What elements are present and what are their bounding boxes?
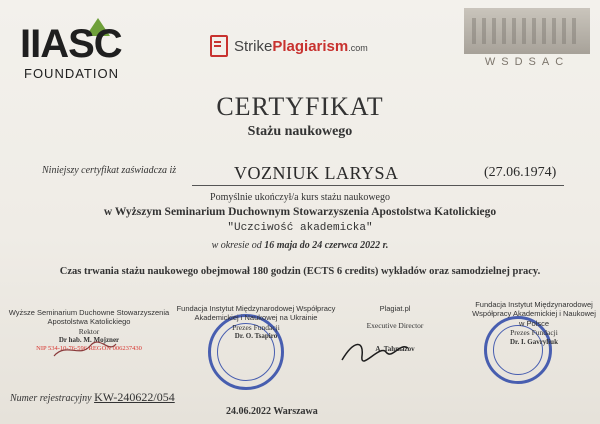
recipient-line xyxy=(42,163,562,183)
recipient-name: VOZNIUK LARYSA xyxy=(234,163,399,183)
wsdsac-logo-text: WSDSAC xyxy=(484,56,570,68)
completion-text: Pomyślnie ukończył/a kurs stażu naukowego xyxy=(210,192,390,203)
handwritten-signature xyxy=(340,336,410,366)
signatory-name: Dr. I. Gavryliuk xyxy=(510,337,558,346)
iiasc-logo-text: IIASC xyxy=(20,22,122,66)
recipient-dob: (27.06.1974) xyxy=(484,165,557,180)
period-text xyxy=(0,240,600,251)
period-dates: 16 maja do 24 czerwca 2022 r. xyxy=(264,240,389,251)
name-underline xyxy=(192,185,564,186)
course-name: "Uczciwość akademicka" xyxy=(227,222,373,234)
registration-label: Numer rejestracyjny xyxy=(10,393,92,404)
signatory-institution: Fundacja Instytut Międzynarodowej Współpracy Akademickiej i Naukowej w Polsce xyxy=(472,300,596,328)
wsdsac-logo xyxy=(464,8,590,70)
institution-stamp: NIP 534-10-76-596 REGON 006237430 xyxy=(36,344,142,352)
intro-text: Niniejszy certyfikat zaświadcza iż xyxy=(42,165,177,176)
signatory-name: Dr. O. Tsapiro xyxy=(234,332,278,341)
signatory-institution: Fundacja Instytut Międzynarodowej Współpracy Akademickiej i Naukowej na Ukrainie xyxy=(176,304,336,323)
strike-text: Strike xyxy=(234,37,273,55)
document-icon xyxy=(210,35,228,57)
issue-date-place: 24.06.2022 Warszawa xyxy=(226,406,318,417)
duration-text: Czas trwania stażu naukowego obejmował 180 godzin (ECTS 6 credits) wykładów oraz samodzielnej pracy. xyxy=(59,266,541,277)
institution-text: w Wyższym Seminarium Duchownym Stowarzyszenia Apostolstwa Katolickiego xyxy=(103,206,497,218)
certificate-title: CERTYFIKAT xyxy=(216,92,384,121)
signatory-name: Dr hab. M. Mojzner xyxy=(58,336,120,345)
signatory-title: Prezes Fundacji xyxy=(232,322,280,332)
signatory-institution: Wyższe Seminarium Duchowne Stowarzyszenia Apostolstwa Katolickiego xyxy=(8,308,170,327)
period-prefix: w okresie od xyxy=(211,240,262,251)
handwritten-signature xyxy=(50,338,120,362)
plagiarism-text: Plagiarism xyxy=(272,37,349,55)
signatory-title: Executive Director xyxy=(366,321,424,331)
signature-block xyxy=(176,304,336,341)
foundation-logo-text: FOUNDATION xyxy=(24,66,119,81)
dotcom-text: .com xyxy=(348,42,368,53)
certificate-subtitle: Stażu naukowego xyxy=(247,124,353,139)
registration-number: KW-240622/054 xyxy=(94,390,175,404)
signatory-name: A. Tahmazov xyxy=(375,344,415,353)
iiasc-foundation-logo xyxy=(20,22,140,82)
strikeplagiarism-logo xyxy=(210,34,368,58)
signatory-institution: Plagiat.pl xyxy=(379,304,411,313)
registration-line xyxy=(10,390,175,405)
signature-block xyxy=(470,300,598,346)
building-image xyxy=(464,8,590,54)
signatory-title: Prezes Fundacji xyxy=(510,328,558,338)
signatory-title: Rektor xyxy=(78,326,100,336)
